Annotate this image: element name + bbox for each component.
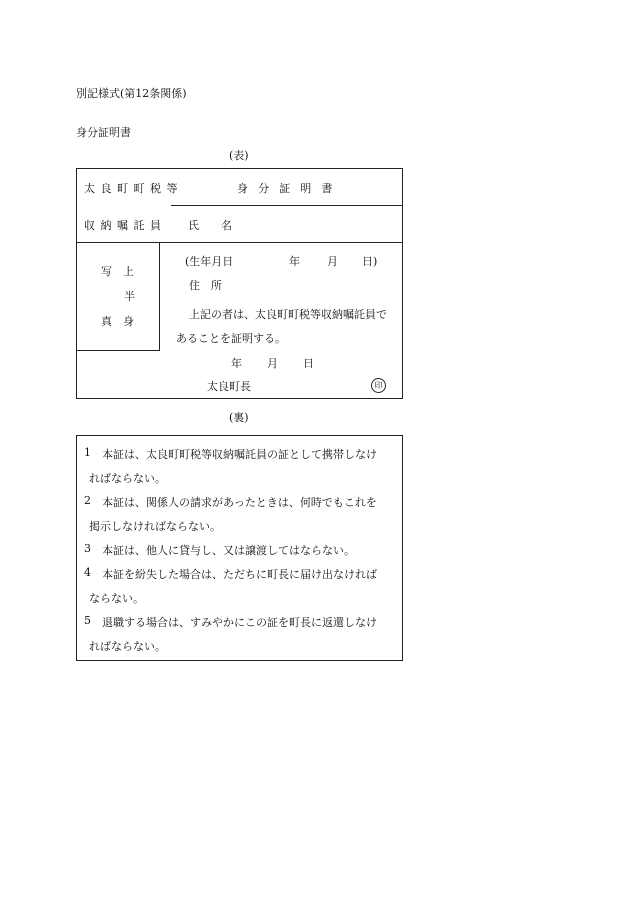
form-label: 別記様式(第12条関係) <box>76 87 187 100</box>
rule-text-line: 本証を紛失した場合は、ただちに町長に届け出なければ <box>102 568 377 581</box>
rule-number: 1 <box>84 446 91 459</box>
photo-box <box>76 242 160 351</box>
front-card <box>76 168 403 399</box>
rule-text-line: 本証は、太良町町税等収納嘱託員の証として携帯しなけ <box>102 448 377 461</box>
issue-month: 月 <box>267 357 278 370</box>
front-label: (表) <box>229 149 249 162</box>
rule-text-line: 本証は、関係人の請求があったときは、何時でもこれを <box>102 496 377 509</box>
rule-number: 3 <box>84 542 91 555</box>
issue-year: 年 <box>231 357 242 370</box>
rule-text-line: 退職する場合は、すみやかにこの証を町長に返還しなけ <box>102 616 377 629</box>
title-underline <box>171 205 403 206</box>
rule-text-line: 掲示しなければならない。 <box>89 520 221 533</box>
rule-number: 4 <box>84 566 91 579</box>
role-label: 収納嘱託員 <box>84 219 167 232</box>
seal-stamp: 印 <box>371 378 386 393</box>
rule-text-line: ならない。 <box>89 592 144 605</box>
name-label: 氏 名 <box>188 219 232 232</box>
card-title: 身 分 証 明 書 <box>237 182 336 195</box>
rule-text-line: 本証は、他人に貸与し、又は譲渡してはならない。 <box>102 544 355 557</box>
photo-label-line1: 写 上 <box>101 265 134 278</box>
rule-text-line: ればならない。 <box>89 472 166 485</box>
statement-line2: あることを証明する。 <box>176 332 286 345</box>
dob-month: 月 <box>327 255 338 268</box>
dob-day: 日) <box>362 255 378 268</box>
back-label: (裏) <box>229 411 249 424</box>
rule-text-line: ればならない。 <box>89 640 166 653</box>
org-label: 太良町町税等 <box>84 182 183 195</box>
dob-open: (生年月日 <box>185 255 234 268</box>
issue-day: 日 <box>303 357 314 370</box>
dob-year: 年 <box>289 255 300 268</box>
issuer-label: 太良町長 <box>207 380 251 393</box>
rule-number: 5 <box>84 614 91 627</box>
photo-label-line2: 半 <box>124 290 135 303</box>
address-label: 住 所 <box>189 279 222 292</box>
back-card <box>76 435 403 661</box>
rule-number: 2 <box>84 494 91 507</box>
statement-line1: 上記の者は、太良町町税等収納嘱託員で <box>189 308 387 321</box>
document-title: 身分証明書 <box>76 126 131 139</box>
photo-label-line3: 真 身 <box>101 315 134 328</box>
